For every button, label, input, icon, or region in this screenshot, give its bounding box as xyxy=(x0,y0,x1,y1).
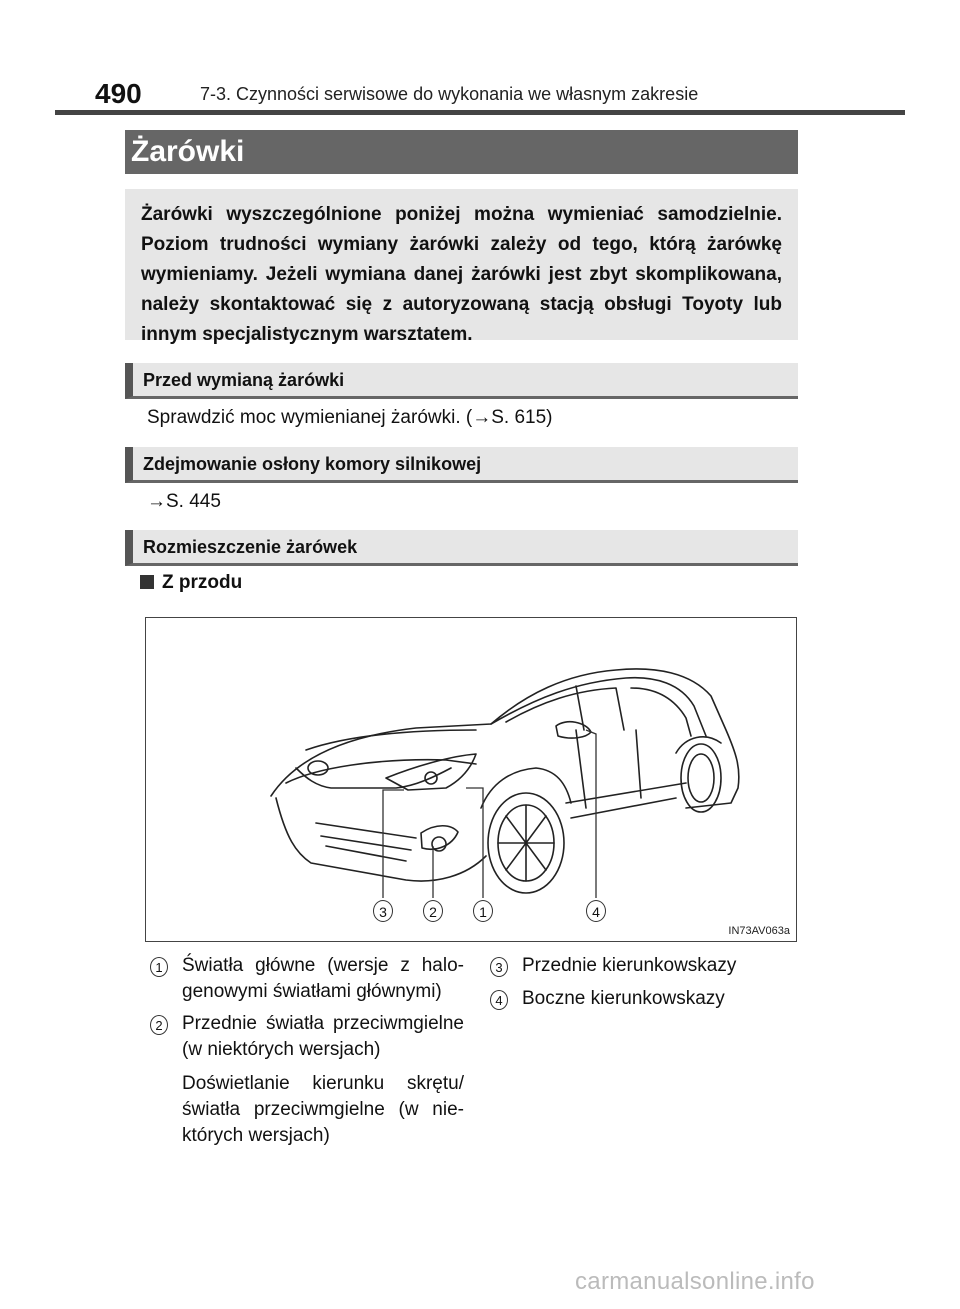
callout-1: 1 xyxy=(473,900,493,922)
legend-badge-2: 2 xyxy=(150,1015,168,1035)
section-body-before-replacement: Sprawdzić moc wymienianej żarówki. (→S. 615) xyxy=(147,407,553,428)
page-title: Żarówki xyxy=(125,130,798,174)
figure-code: IN73AV063a xyxy=(728,925,790,937)
legend-item-headlights: Światła główne (wersje z halogenowymi światłami głównymi) xyxy=(182,955,464,1002)
legend-badge-3: 3 xyxy=(490,957,508,977)
intro-box xyxy=(125,189,798,345)
subheading-front xyxy=(140,572,242,594)
legend-item-front-turn-signals: Przednie kierunkowskazy xyxy=(522,955,737,976)
legend-badge-4: 4 xyxy=(490,990,508,1010)
section-heading-engine-cover: Zdejmowanie osłony komory silnikowej xyxy=(125,447,798,483)
intro-text: Żarówki wyszczególnione poniżej można wymieniać samodzielnie. Poziom trudności wymiany żarówki zależy od tego, którą żarówkę wymieniamy. Jeżeli wymiana danej żarówki jest zbyt skomplikowana, należy skontaktować się z autoryzowaną stacją obsługi Toyoty lub innym specjalistycznym warsztatem. xyxy=(141,204,782,345)
section-heading-bulb-locations: Rozmieszczenie żarówek xyxy=(125,530,798,566)
section-body-engine-cover: →S. 445 xyxy=(147,491,221,512)
header-rule xyxy=(55,110,905,115)
section-heading-before-replacement: Przed wymianą żarówki xyxy=(125,363,798,399)
legend-item-fog-lights: Przednie światła przeciwmgielne (w niektórych wersjach) xyxy=(182,1013,464,1060)
car-drawing xyxy=(146,618,796,941)
chapter-title: 7-3. Czynności serwisowe do wykonania we własnym zakresie xyxy=(200,84,699,104)
square-bullet-icon xyxy=(140,575,154,589)
page-number: 490 xyxy=(95,78,142,109)
legend-item-cornering-lights: Doświetlanie kierunku skrętu/ światła przeciwmgielne (w niektórych wersjach) xyxy=(182,1073,464,1146)
callout-2: 2 xyxy=(423,900,443,922)
legend-badge-1: 1 xyxy=(150,957,168,977)
callout-3: 3 xyxy=(373,900,393,922)
legend-item-side-turn-signals: Boczne kierunkowskazy xyxy=(522,988,725,1009)
watermark-text: carmanualsonline.info xyxy=(575,1268,815,1295)
car-illustration xyxy=(145,617,797,942)
callout-4: 4 xyxy=(586,900,606,922)
subheading-front-label: Z przodu xyxy=(162,572,243,593)
